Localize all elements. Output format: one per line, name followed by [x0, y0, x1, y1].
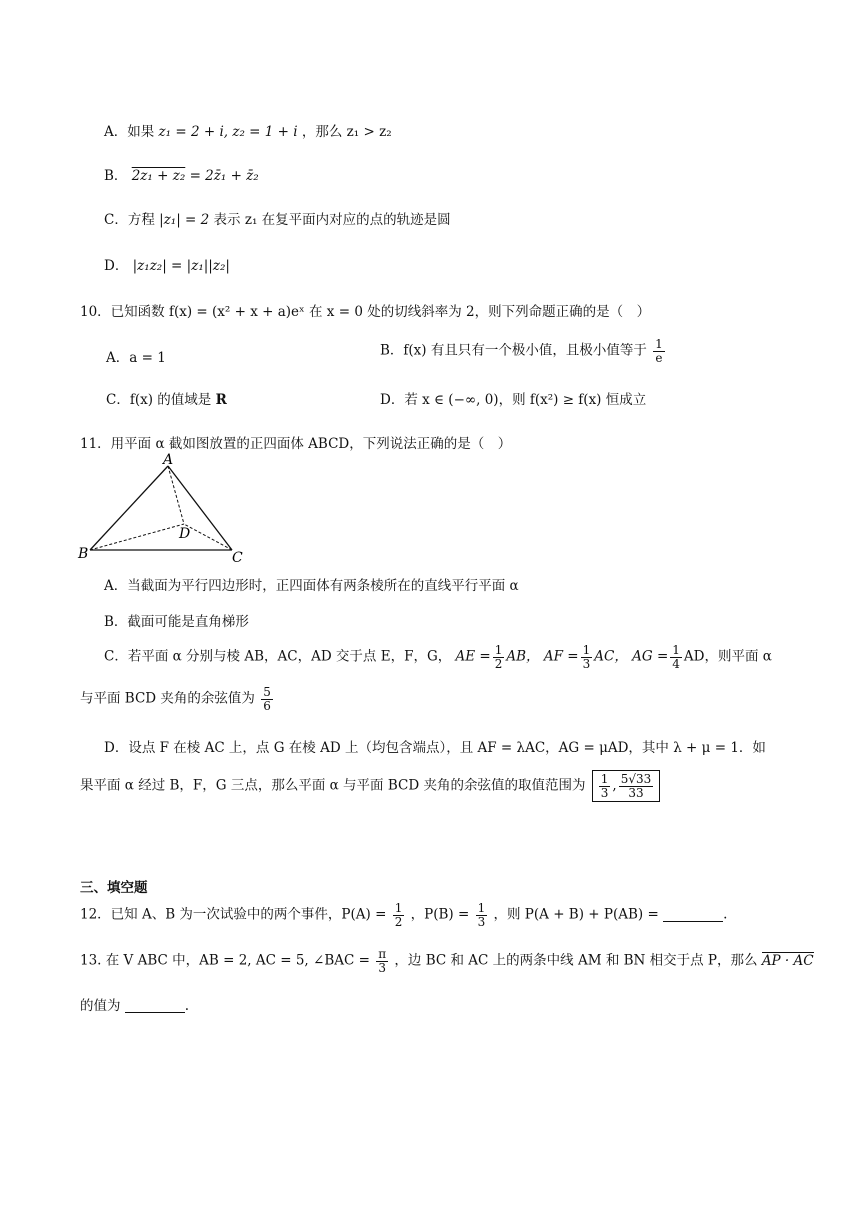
- edge-ab: [90, 466, 168, 550]
- q10-c-bold: R: [215, 392, 227, 408]
- edge-bd: [90, 524, 184, 550]
- q11-c-ag-den: 4: [672, 656, 680, 671]
- q11-c-value-num: 5: [263, 685, 271, 699]
- q13-line2-text: 的值为: [80, 998, 121, 1014]
- q9-option-a: [104, 120, 392, 140]
- q11-c-ae: AE =: [455, 648, 491, 665]
- q11-c-line2-text: 与平面 BCD 夹角的余弦值为: [80, 690, 255, 707]
- q9-a-label: A．如果: [104, 124, 155, 140]
- q13-angle-den: 3: [378, 960, 386, 975]
- q11-c-ae-frac: [493, 644, 505, 670]
- q12-pb-num: 1: [477, 901, 486, 915]
- q10-b-fraction: [653, 338, 665, 364]
- q12-pb-den: 3: [477, 914, 486, 929]
- q11-option-d-line2: [80, 770, 660, 802]
- q12-answer-blank[interactable]: [663, 907, 723, 922]
- q12-pa-num: 1: [394, 901, 403, 915]
- q13-pre: 13. 在 V ABC 中，AB = 2, AC = 5, ∠BAC =: [80, 952, 370, 969]
- q10-stem: 10．已知函数 f(x) = (x² + x + a)eˣ 在 x = 0 处的切线斜率为 2，则下列命题正确的是（ ）: [80, 304, 651, 320]
- q13-mid: ，边 BC 和 AC 上的两条中线 AM 和 BN 相交于点 P，那么: [394, 952, 758, 969]
- q13-vector-expr: AP · AC: [761, 952, 814, 969]
- q12-pb-frac: [476, 902, 488, 928]
- q12-pa-den: 2: [394, 914, 403, 929]
- q13-end: .: [184, 998, 190, 1014]
- edge-ad: [168, 466, 184, 524]
- q9-d-expr: |z₁z₂| = |z₁||z₂|: [132, 258, 230, 274]
- q11-d-r2-num: 5√33: [620, 772, 652, 786]
- q9-c-expr: |z₁| = 2: [159, 212, 210, 228]
- section-3-heading: 三、填空题: [80, 880, 148, 896]
- q13-line1: [80, 948, 814, 974]
- q11-option-d-line1: D．设点 F 在棱 AC 上，点 G 在棱 AD 上（均包含端点），且 AF = λAC，AG = μAD，其中 λ + μ = 1．如: [104, 740, 766, 756]
- q13-angle-frac: [376, 948, 388, 974]
- q11-c-af: AF =: [543, 648, 579, 665]
- q11-option-a: A．当截面为平行四边形时，正四面体有两条棱所在的直线平行平面 α: [104, 578, 519, 594]
- q12-pre: 12．已知 A、B 为一次试验中的两个事件，P(A) =: [80, 906, 387, 923]
- q11-c-ag: AG =: [632, 648, 669, 665]
- q9-option-c: [104, 208, 451, 228]
- q11-c-value-frac: [261, 686, 273, 712]
- edge-ac: [168, 466, 232, 550]
- q9-a-expr: z₁ = 2 + i, z₂ = 1 + i: [158, 124, 298, 140]
- q9-d-label: D．: [104, 258, 129, 274]
- q12-tail: ，则 P(A + B) + P(AB) =: [493, 906, 659, 923]
- q11-c-value-den: 6: [263, 698, 271, 713]
- q12: [80, 902, 727, 928]
- q10-b-num: 1: [655, 337, 663, 351]
- q13-line2: [80, 994, 189, 1014]
- q9-option-d: [104, 254, 230, 274]
- q11-c-af-den: 3: [582, 656, 591, 671]
- q11-c-af-frac: [581, 644, 593, 670]
- q11-d-range-low: [599, 773, 611, 799]
- vertex-label-d: D: [179, 526, 191, 542]
- q11-d-r1-den: 3: [600, 785, 609, 800]
- q12-pa-frac: [393, 902, 405, 928]
- q9-b-lhs: 2z₁ + z₂: [131, 168, 186, 184]
- q11-d-range: $\frac{1}{3}$ , $\frac{5√33}{33}$: [592, 770, 661, 802]
- q11-c-ag-tail: AD，则平面 α: [683, 648, 772, 665]
- q9-c-label: C．方程: [104, 212, 155, 228]
- q11-option-b: B．截面可能是直角梯形: [104, 614, 249, 630]
- q11-c-af-num: 1: [582, 643, 591, 657]
- tetrahedron-figure: [76, 452, 256, 564]
- q11-c-ag-frac: [670, 644, 682, 670]
- q11-stem: 11．用平面 α 截如图放置的正四面体 ABCD，下列说法正确的是（ ）: [80, 436, 512, 452]
- q10-option-d: D．若 x ∈ (−∞, 0)，则 f(x²) ≥ f(x) 恒成立: [380, 392, 647, 408]
- vertex-label-b: B: [78, 546, 89, 562]
- q9-option-b: [104, 164, 259, 184]
- q11-c-pre: C．若平面 α 分别与棱 AB，AC，AD 交于点 E，F，G，: [104, 648, 452, 665]
- q11-c-ae-den: 2: [494, 656, 503, 671]
- q10-option-a: A．a = 1: [106, 350, 166, 366]
- q11-c-ag-num: 1: [672, 643, 680, 657]
- q12-mid: ，P(B) =: [410, 906, 470, 923]
- q9-a-tail: ，那么 z₁ > z₂: [301, 124, 392, 140]
- q9-b-label: B．: [104, 168, 128, 184]
- q10-option-c: [106, 388, 227, 408]
- q11-d-r2-den: 33: [628, 785, 644, 800]
- q10-b-den: e: [655, 350, 663, 365]
- q10-option-b: [380, 338, 667, 364]
- edge-cd: [184, 524, 232, 550]
- q11-option-c-line1: [104, 644, 772, 670]
- q9-b-rhs: = 2z̄₁ + z̄₂: [189, 168, 259, 184]
- q11-option-c-line2: [80, 686, 275, 712]
- q11-c-ae-num: 1: [494, 643, 503, 657]
- q11-c-ae-tail: AB，: [506, 648, 540, 665]
- vertex-label-a: A: [163, 452, 174, 468]
- q10-b-text: B．f(x) 有且只有一个极小值，且极小值等于: [380, 342, 647, 359]
- q11-d-line2-text: 果平面 α 经过 B，F，G 三点，那么平面 α 与平面 BCD 夹角的余弦值的取值范围为: [80, 777, 586, 794]
- q11-c-af-tail: AC，: [594, 648, 628, 665]
- q13-angle-num: π: [378, 947, 387, 961]
- q12-end: .: [723, 906, 728, 923]
- vertex-label-c: C: [232, 550, 243, 564]
- q11-d-range-high: [619, 773, 654, 799]
- q11-d-r1-num: 1: [600, 772, 609, 786]
- q13-answer-blank[interactable]: [125, 998, 185, 1013]
- q10-c-text: C．f(x) 的值域是: [106, 392, 212, 408]
- q9-c-tail: 表示 z₁ 在复平面内对应的点的轨迹是圆: [213, 212, 451, 228]
